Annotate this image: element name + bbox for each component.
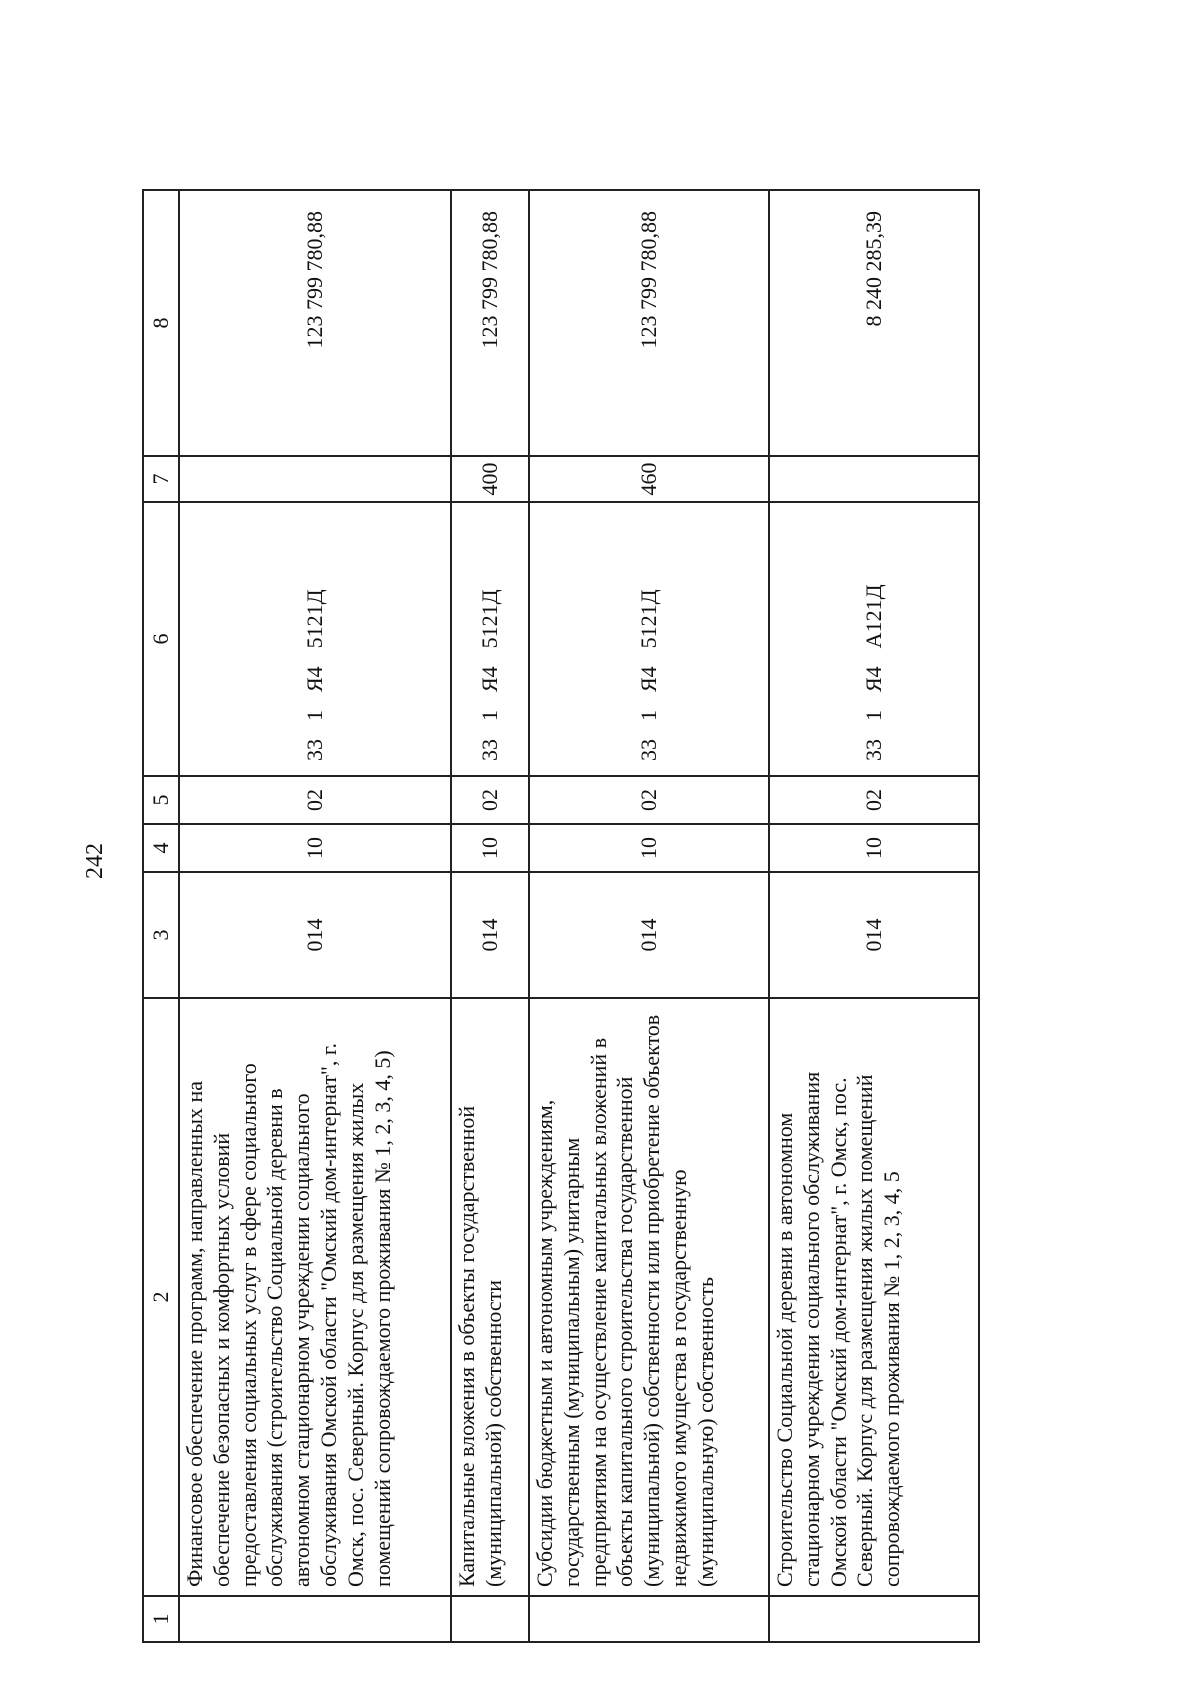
code-segment: 33	[635, 739, 661, 761]
description-cell: Капитальные вложения в объекты государственной (муниципальной) собственности	[451, 998, 529, 1596]
row-number-cell	[769, 1596, 979, 1642]
row-number-cell	[529, 1596, 769, 1642]
code-segment: Я4	[860, 666, 886, 692]
row-number-cell	[451, 1596, 529, 1642]
code-segment: 1	[860, 710, 886, 721]
code-cell: 10	[769, 824, 979, 872]
code-cell: 014	[529, 872, 769, 998]
table-row	[451, 190, 529, 1642]
code-segment: 5121Д	[635, 589, 661, 649]
column-header: 5	[143, 776, 179, 824]
code-segment: 5121Д	[301, 589, 327, 649]
rotated-landscape-page	[0, 51, 1130, 1691]
code-segment: 33	[476, 739, 502, 761]
column-header: 1	[143, 1596, 179, 1642]
column-header: 4	[143, 824, 179, 872]
column-header: 6	[143, 502, 179, 776]
page-number: 242	[82, 843, 108, 879]
code-cell: 014	[769, 872, 979, 998]
description-cell: Субсидии бюджетным и автономным учреждениям, государственным (муниципальным) унитарным предприятиям на осуществление капитальных вложений в объекты капитального строительства государственной (муниципальной) собственности или приобретение объектов недвижимого имущества в государственную (муниципальную) собственность	[529, 998, 769, 1596]
table-row	[769, 190, 979, 1642]
amount-cell: 123 799 780,88	[529, 190, 769, 456]
code-cell: 10	[179, 824, 451, 872]
target-article-cell	[769, 502, 979, 776]
code-segment: А121Д	[860, 584, 886, 649]
code-segment: Я4	[476, 666, 502, 692]
code-segment: Я4	[301, 666, 327, 692]
amount-cell: 123 799 780,88	[179, 190, 451, 456]
code-cell: 014	[179, 872, 451, 998]
row-number-cell	[179, 1596, 451, 1642]
description-cell: Строительство Социальной деревни в автономном стационарном учреждении социального обслуживания Омской области "Омский дом-интернат", г. Омск, пос. Северный. Корпус для размещения жилых помещений сопровождаемого проживания № 1, 2, 3, 4, 5	[769, 998, 979, 1596]
code-cell: 02	[451, 776, 529, 824]
target-article-cell	[529, 502, 769, 776]
column-header: 8	[143, 190, 179, 456]
table-header-row	[143, 190, 179, 1642]
code-segment: 5121Д	[476, 589, 502, 649]
expense-type-cell	[179, 456, 451, 502]
target-article-cell	[451, 502, 529, 776]
code-cell: 02	[769, 776, 979, 824]
amount-cell: 8 240 285,39	[769, 190, 979, 456]
code-segment: 1	[635, 710, 661, 721]
column-header: 2	[143, 998, 179, 1596]
code-cell: 02	[179, 776, 451, 824]
column-header: 7	[143, 456, 179, 502]
table-row	[179, 190, 451, 1642]
code-cell: 014	[451, 872, 529, 998]
table-row	[529, 190, 769, 1642]
description-cell: Финансовое обеспечение программ, направленных на обеспечение безопасных и комфортных условий предоставления социальных услуг в сфере социального обслуживания (строительство Социальной деревни в автономном стационарном учреждении социального обслуживания Омской области "Омский дом-интернат", г. Омск, пос. Северный. Корпус для размещения жилых помещений сопровождаемого проживания № 1, 2, 3, 4, 5)	[179, 998, 451, 1596]
code-segment: 1	[476, 710, 502, 721]
column-header: 3	[143, 872, 179, 998]
code-cell: 02	[529, 776, 769, 824]
code-cell: 10	[451, 824, 529, 872]
code-segment: 33	[301, 739, 327, 761]
target-article-cell	[179, 502, 451, 776]
code-segment: Я4	[635, 666, 661, 692]
amount-cell: 123 799 780,88	[451, 190, 529, 456]
budget-table	[142, 189, 980, 1643]
code-segment: 1	[301, 710, 327, 721]
expense-type-cell: 400	[451, 456, 529, 502]
code-segment: 33	[860, 739, 886, 761]
code-cell: 10	[529, 824, 769, 872]
expense-type-cell	[769, 456, 979, 502]
expense-type-cell: 460	[529, 456, 769, 502]
